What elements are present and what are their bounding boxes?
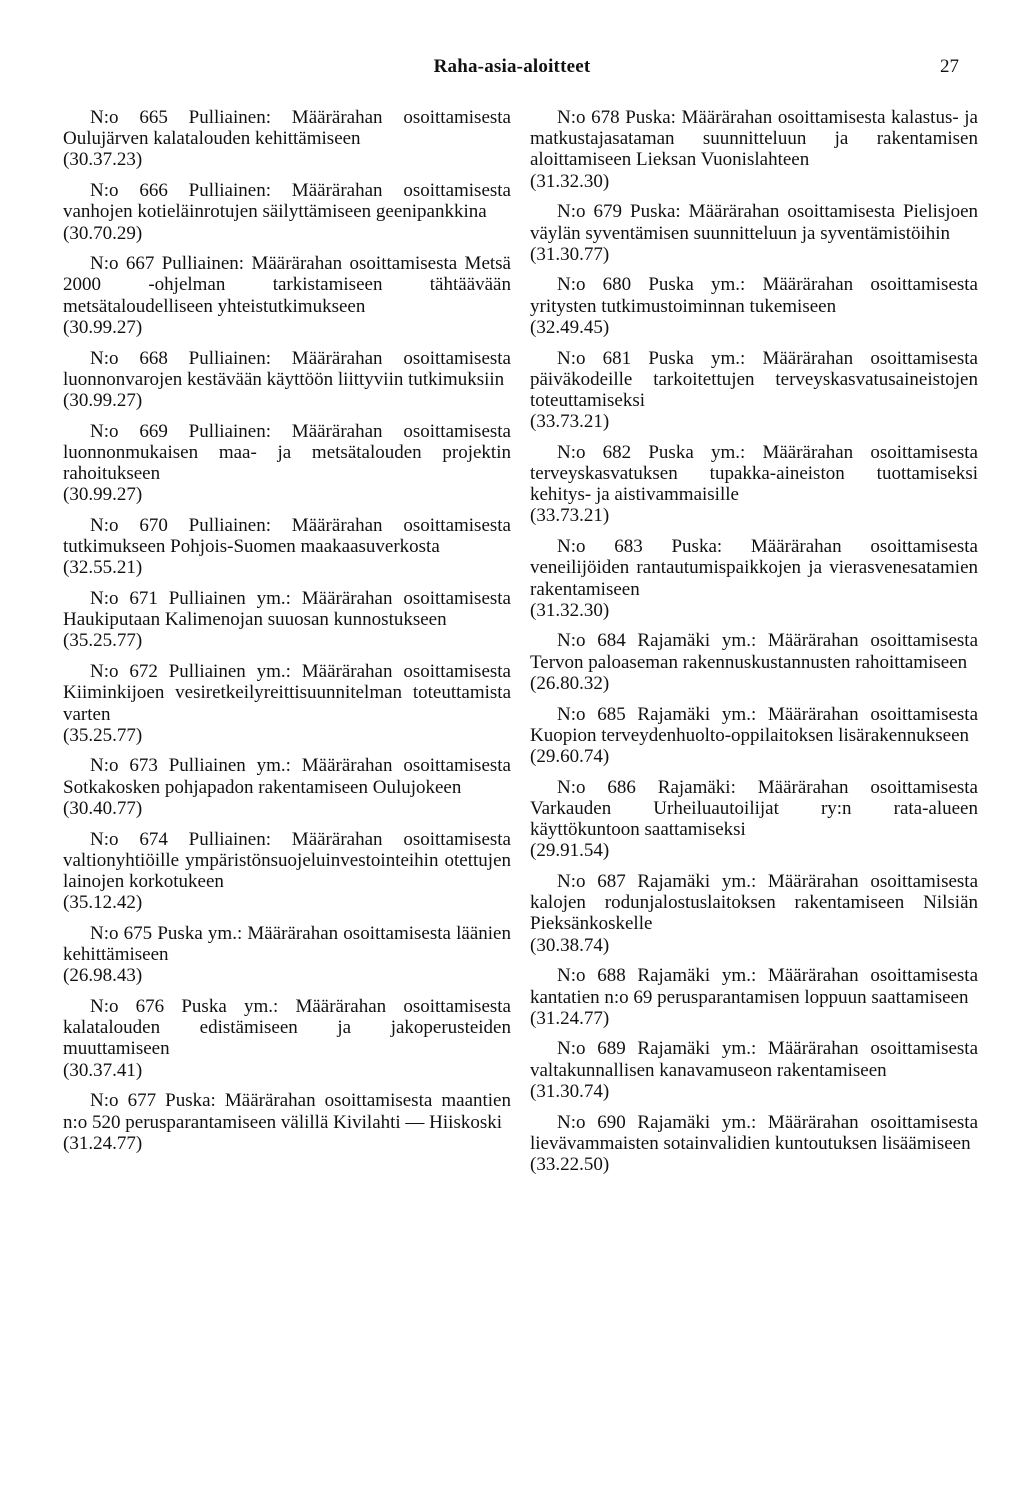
motion-entry [530, 1038, 978, 1102]
motion-entry [63, 421, 511, 506]
budget-code: (30.37.41) [63, 1059, 143, 1081]
motion-text: N:o 675 Puska ym.: Määrärahan osoittamisesta läänien kehittämiseen [63, 922, 511, 966]
running-header: Raha-asia-aloitteet [433, 56, 591, 77]
motion-text: N:o 678 Puska: Määrärahan osoittamisesta kalastus- ja matkustajasataman suunnitteluun ja rakentamisen aloittamiseen Lieksan Vuonislahteen [530, 107, 978, 171]
motion-text: N:o 672 Pulliainen ym.: Määrärahan osoittamisesta Kiiminkijoen vesiretkeilyreittisuunnitelman toteuttamista varten [63, 661, 511, 725]
budget-code: (35.12.42) [63, 892, 143, 914]
motion-entry [530, 348, 978, 433]
motion-text: N:o 687 Rajamäki ym.: Määrärahan osoittamisesta kalojen rodunjalostuslaitoksen rakentamiseen Nilsiän Pieksänkoskelle [530, 871, 978, 935]
motion-entry [63, 1090, 511, 1154]
motion-entry [63, 348, 511, 412]
motion-entry [530, 871, 978, 956]
motion-text: N:o 686 Rajamäki: Määrärahan osoittamisesta Varkauden Urheiluautoilijat ry:n rata-alueen käyttökuntoon saattamiseksi [530, 776, 978, 841]
budget-code: (31.32.30) [530, 599, 610, 621]
motion-entry [530, 777, 978, 862]
motion-text: N:o 679 Puska: Määrärahan osoittamisesta Pielisjoen väylän syventämisen suunnitteluun ja syventämistöihin [530, 201, 978, 244]
motion-text: N:o 666 Pulliainen: Määrärahan osoittamisesta vanhojen kotieläinrotujen säilyttämiseen geenipankkina [63, 180, 511, 223]
budget-code: (26.98.43) [63, 965, 143, 987]
motion-text: N:o 689 Rajamäki ym.: Määrärahan osoittamisesta valtakunnallisen kanavamuseon rakentamiseen [530, 1038, 978, 1081]
budget-code: (30.38.74) [530, 934, 610, 956]
motion-text: N:o 670 Pulliainen: Määrärahan osoittamisesta tutkimukseen Pohjois-Suomen maakaasuverkosta [63, 514, 511, 558]
budget-code: (35.25.77) [63, 724, 143, 746]
motion-text: N:o 685 Rajamäki ym.: Määrärahan osoittamisesta Kuopion terveydenhuolto-oppilaitoksen lisärakennukseen [530, 703, 978, 746]
motion-entry [63, 923, 511, 987]
budget-code: (31.30.77) [530, 243, 610, 265]
budget-code: (30.99.27) [63, 316, 143, 338]
budget-code: (35.25.77) [63, 630, 143, 652]
budget-code: (32.55.21) [63, 557, 143, 579]
motion-text: N:o 673 Pulliainen ym.: Määrärahan osoittamisesta Sotkakosken pohjapadon rakentamiseen Oulujokeen [63, 755, 511, 798]
budget-code: (30.99.27) [63, 389, 143, 411]
budget-code: (30.40.77) [63, 797, 143, 819]
motion-text: N:o 690 Rajamäki ym.: Määrärahan osoittamisesta lievävammaisten sotainvalidien kuntoutuksen lisäämiseen [530, 1111, 978, 1154]
motion-entry [63, 515, 511, 579]
motion-entry [63, 829, 511, 914]
motion-text: N:o 669 Pulliainen: Määrärahan osoittamisesta luonnonmukaisen maa- ja metsätalouden projektin rahoitukseen [63, 420, 511, 485]
motion-text: N:o 682 Puska ym.: Määrärahan osoittamisesta terveyskasvatuksen tupakka-aineiston tuottamiseksi kehitys- ja aistivammaisille [530, 441, 978, 506]
motion-entry [530, 1112, 978, 1176]
motion-entry [530, 536, 978, 621]
budget-code: (31.32.30) [530, 170, 610, 192]
budget-code: (29.60.74) [530, 745, 610, 767]
motion-entry [63, 996, 511, 1081]
budget-code: (31.30.74) [530, 1080, 610, 1102]
motion-entry [63, 588, 511, 652]
budget-code: (31.24.77) [63, 1132, 143, 1154]
motion-text: N:o 674 Pulliainen: Määrärahan osoittamisesta valtionyhtiöille ympäristönsuojeluinvestointeihin otettujen lainojen korkotukeen [63, 828, 511, 892]
right-column [530, 107, 978, 1185]
budget-code: (30.37.23) [63, 149, 143, 171]
motion-text: N:o 681 Puska ym.: Määrärahan osoittamisesta päiväkodeille tarkoitettujen terveyskasvatusaineistojen toteuttamiseksi [530, 347, 978, 411]
motion-entry [63, 253, 511, 338]
motion-entry [530, 442, 978, 527]
motion-entry [530, 704, 978, 768]
budget-code: (32.49.45) [530, 316, 610, 338]
motion-entry [63, 661, 511, 746]
motion-text: N:o 688 Rajamäki ym.: Määrärahan osoittamisesta kantatien n:o 69 perusparantamisen loppuun saattamiseen [530, 965, 978, 1008]
budget-code: (26.80.32) [530, 672, 610, 694]
motion-entry [63, 180, 511, 244]
motion-entry [530, 630, 978, 694]
motion-entry [530, 274, 978, 338]
budget-code: (33.73.21) [530, 505, 610, 527]
motion-text: N:o 668 Pulliainen: Määrärahan osoittamisesta luonnonvarojen kestävään käyttöön liittyviin tutkimuksiin [63, 347, 511, 390]
motion-text: N:o 680 Puska ym.: Määrärahan osoittamisesta yritysten tutkimustoiminnan tukemiseen [530, 274, 978, 317]
budget-code: (31.24.77) [530, 1007, 610, 1029]
motion-text: N:o 665 Pulliainen: Määrärahan osoittamisesta Oulujärven kalatalouden kehittämiseen [63, 107, 511, 150]
motion-entry [63, 755, 511, 819]
motion-text: N:o 677 Puska: Määrärahan osoittamisesta maantien n:o 520 perusparantamiseen välillä Kivilahti — Hiiskoski [63, 1090, 511, 1133]
motion-text: N:o 667 Pulliainen: Määrärahan osoittamisesta Metsä 2000 -ohjelman tarkistamiseen tähtäävään metsätaloudelliseen yhteistutkimukseen [63, 253, 511, 317]
budget-code: (33.22.50) [530, 1153, 610, 1175]
left-column [63, 107, 511, 1163]
budget-code: (33.73.21) [530, 411, 610, 433]
motion-entry [63, 107, 511, 171]
motion-entry [530, 965, 978, 1029]
motion-text: N:o 671 Pulliainen ym.: Määrärahan osoittamisesta Haukiputaan Kalimenojan suuosan kunnostukseen [63, 588, 511, 631]
motion-entry [530, 107, 978, 192]
page-number: 27 [940, 56, 959, 77]
budget-code: (29.91.54) [530, 840, 610, 862]
budget-code: (30.70.29) [63, 222, 143, 244]
motion-text: N:o 683 Puska: Määrärahan osoittamisesta veneilijöiden rantautumispaikkojen ja vierasvenesatamien rakentamiseen [530, 536, 978, 600]
motion-text: N:o 684 Rajamäki ym.: Määrärahan osoittamisesta Tervon paloaseman rakennuskustannusten rahoittamiseen [530, 630, 978, 673]
budget-code: (30.99.27) [63, 484, 143, 506]
motion-text: N:o 676 Puska ym.: Määrärahan osoittamisesta kalatalouden edistämiseen ja jakoperusteiden muuttamiseen [63, 996, 511, 1060]
motion-entry [530, 201, 978, 265]
